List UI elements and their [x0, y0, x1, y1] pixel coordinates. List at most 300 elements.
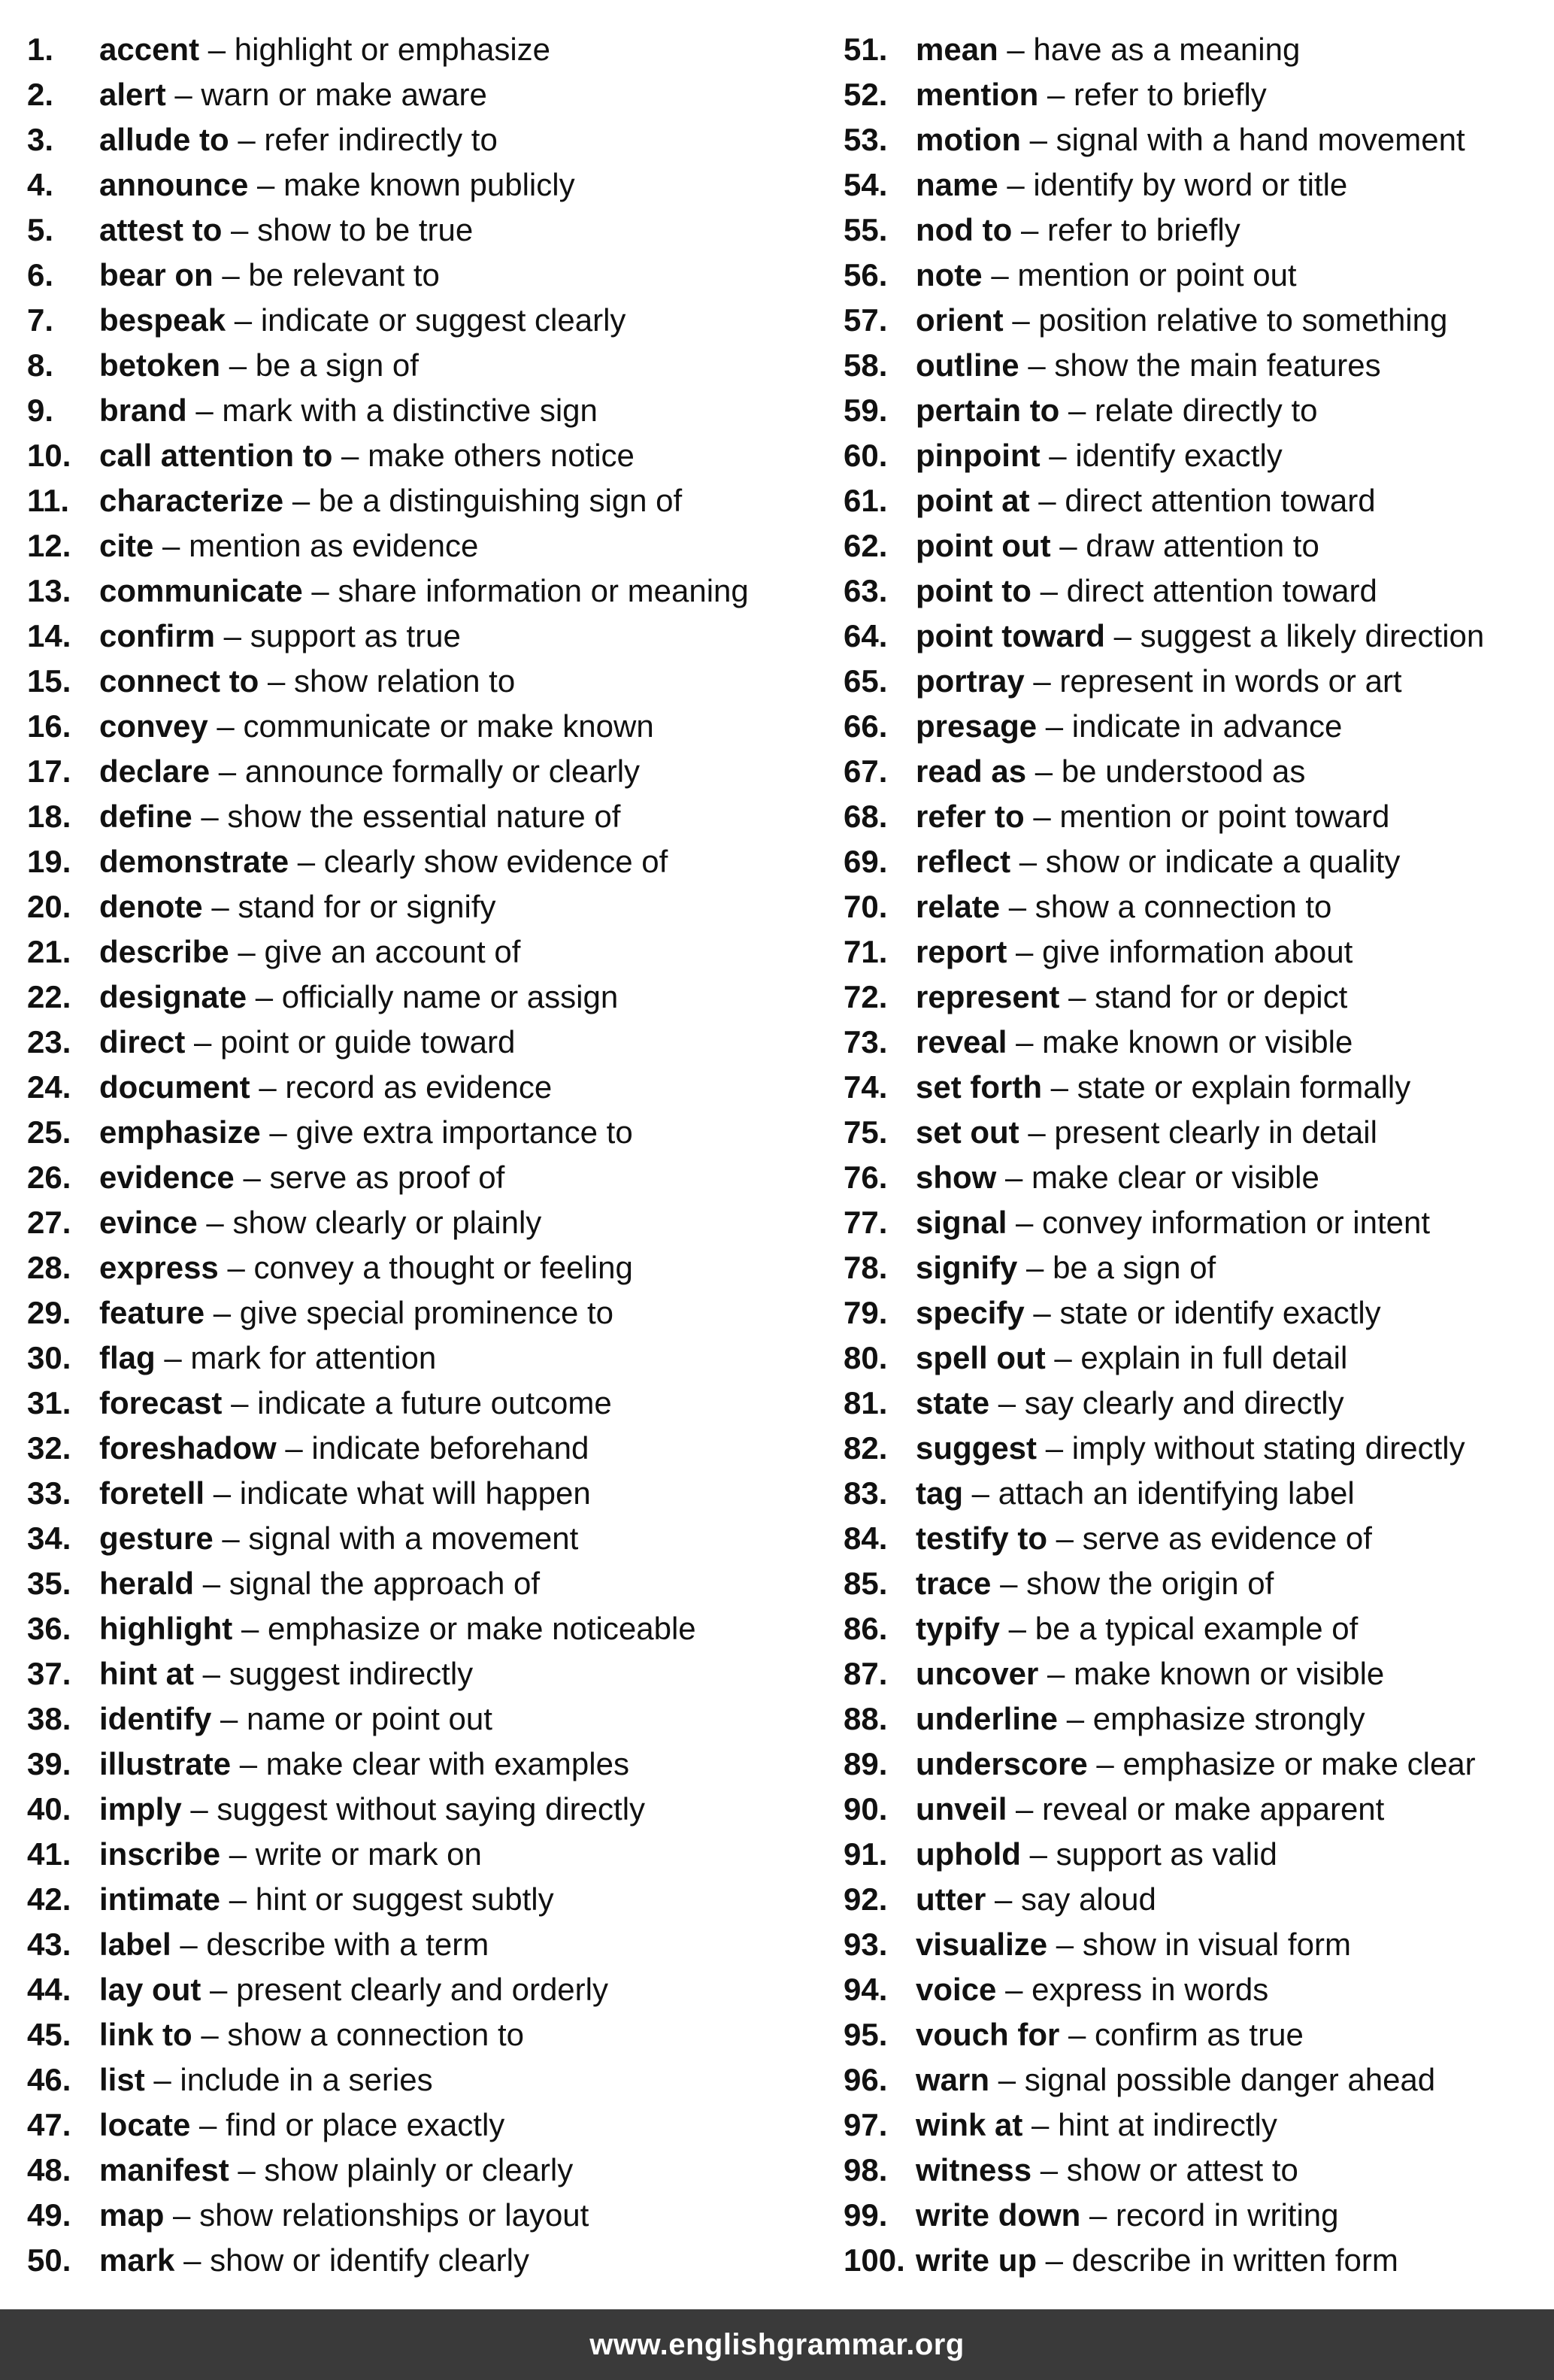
entry-number: 76. [844, 1160, 888, 1195]
entry-term: bespeak [99, 302, 226, 338]
entry-number: 22. [27, 979, 71, 1014]
entry-separator: – [1040, 438, 1076, 473]
entry-number: 70. [844, 889, 888, 924]
entry-separator: – [220, 347, 256, 383]
entry-separator: – [144, 2062, 180, 2097]
entry-number: 2. [27, 77, 54, 112]
entry-number: 49. [27, 2197, 71, 2233]
list-item [844, 1155, 1550, 1200]
entry-definition: mention as evidence [189, 528, 479, 563]
list-item [27, 1381, 816, 1426]
entry-term: set forth [916, 1069, 1042, 1105]
entry-number: 10. [27, 438, 71, 473]
list-item [844, 1922, 1550, 1967]
entry-definition: refer to briefly [1047, 212, 1240, 247]
entry-term: presage [916, 708, 1038, 744]
entry-term: list [99, 2062, 145, 2097]
list-item [27, 568, 816, 614]
entry-separator: – [213, 1520, 249, 1556]
entry-number: 85. [844, 1566, 888, 1601]
entry-definition: state or explain formally [1077, 1069, 1411, 1105]
list-item [27, 1336, 816, 1381]
entry-term: point at [916, 483, 1030, 518]
entry-number: 83. [844, 1475, 888, 1511]
list-item [27, 208, 816, 253]
entry-definition: clearly show evidence of [323, 844, 668, 879]
entry-definition: highlight or emphasize [234, 32, 551, 67]
entry-separator: – [1037, 1430, 1072, 1466]
entry-number: 80. [844, 1340, 888, 1375]
entry-separator: – [192, 799, 228, 834]
entry-definition: show in visual form [1082, 1927, 1351, 1962]
list-item [844, 1516, 1550, 1561]
entry-term: nod to [916, 212, 1013, 247]
entry-definition: indicate or suggest clearly [260, 302, 626, 338]
entry-definition: stand for or depict [1095, 979, 1348, 1014]
list-item [27, 2238, 816, 2283]
entry-number: 38. [27, 1701, 71, 1736]
entry-term: betoken [99, 347, 221, 383]
entry-separator: – [989, 1385, 1025, 1420]
entry-definition: suggest without saying directly [217, 1791, 646, 1827]
entry-separator: – [1042, 1069, 1077, 1105]
entry-number: 54. [844, 167, 888, 202]
entry-separator: – [1031, 573, 1067, 608]
entry-term: denote [99, 889, 203, 924]
entry-number: 46. [27, 2062, 71, 2097]
entry-term: reflect [916, 844, 1011, 879]
entry-term: visualize [916, 1927, 1048, 1962]
entry-definition: signal the approach of [229, 1566, 541, 1601]
entry-number: 36. [27, 1611, 71, 1646]
entry-term: illustrate [99, 1746, 232, 1781]
entry-number: 3. [27, 122, 54, 157]
list-item [844, 2148, 1550, 2193]
entry-definition: make known or visible [1074, 1656, 1385, 1691]
list-item [27, 1516, 816, 1561]
entry-number: 69. [844, 844, 888, 879]
entry-definition: make clear or visible [1031, 1160, 1319, 1195]
entry-term: attest to [99, 212, 223, 247]
list-item [844, 72, 1550, 117]
entry-definition: show or attest to [1066, 2152, 1298, 2187]
list-item [27, 1110, 816, 1155]
footer-website-url: www.englishgrammar.org [589, 2327, 965, 2361]
list-item [844, 208, 1550, 253]
entry-definition: confirm as true [1095, 2017, 1304, 2052]
entry-number: 29. [27, 1295, 71, 1330]
entry-number: 51. [844, 32, 888, 67]
entry-definition: signal with a hand movement [1056, 122, 1465, 157]
entry-separator: – [982, 257, 1018, 293]
entry-number: 73. [844, 1024, 888, 1060]
entry-term: utter [916, 1881, 986, 1917]
entry-definition: position relative to something [1038, 302, 1448, 338]
entry-definition: convey a thought or feeling [253, 1250, 633, 1285]
entry-number: 88. [844, 1701, 888, 1736]
entry-definition: state or identify exactly [1059, 1295, 1381, 1330]
entry-definition: signal with a movement [248, 1520, 579, 1556]
entry-definition: show to be true [257, 212, 474, 247]
entry-number: 77. [844, 1205, 888, 1240]
entry-term: refer to [916, 799, 1025, 834]
entry-separator: – [222, 1385, 258, 1420]
entry-number: 63. [844, 573, 888, 608]
vocabulary-list-right-column [844, 27, 1550, 2283]
list-item [844, 298, 1550, 343]
list-item [27, 1245, 816, 1290]
entry-term: cite [99, 528, 154, 563]
list-item [27, 523, 816, 568]
entry-term: suggest [916, 1430, 1038, 1466]
entry-definition: give extra importance to [295, 1114, 633, 1150]
list-item [844, 478, 1550, 523]
entry-separator: – [208, 708, 244, 744]
entry-term: testify to [916, 1520, 1048, 1556]
entry-definition: present clearly in detail [1054, 1114, 1377, 1150]
entry-term: relate [916, 889, 1001, 924]
entry-term: write down [916, 2197, 1081, 2233]
entry-number: 71. [844, 934, 888, 969]
entry-definition: find or place exactly [226, 2107, 505, 2142]
entry-number: 59. [844, 393, 888, 428]
list-item [844, 1020, 1550, 1065]
entry-separator: – [1080, 2197, 1116, 2233]
list-item [844, 2012, 1550, 2057]
entry-number: 34. [27, 1520, 71, 1556]
entry-term: pertain to [916, 393, 1060, 428]
entry-term: inscribe [99, 1836, 221, 1872]
entry-separator: – [1024, 1295, 1060, 1330]
entry-separator: – [1024, 799, 1060, 834]
entry-number: 99. [844, 2197, 888, 2233]
entry-number: 27. [27, 1205, 71, 1240]
entry-number: 41. [27, 1836, 71, 1872]
entry-term: point out [916, 528, 1051, 563]
entry-separator: – [215, 618, 250, 653]
entry-definition: show the main features [1054, 347, 1381, 383]
entry-separator: – [1045, 1340, 1081, 1375]
entry-separator: – [1059, 2017, 1095, 2052]
entry-term: foretell [99, 1475, 205, 1511]
entry-separator: – [164, 2197, 200, 2233]
entry-number: 79. [844, 1295, 888, 1330]
entry-number: 92. [844, 1881, 888, 1917]
entry-separator: – [259, 663, 295, 699]
list-item [27, 1967, 816, 2012]
entry-number: 25. [27, 1114, 71, 1150]
entry-number: 74. [844, 1069, 888, 1105]
entry-term: demonstrate [99, 844, 289, 879]
entry-separator: – [210, 753, 245, 789]
entry-number: 13. [27, 573, 71, 608]
entry-term: uncover [916, 1656, 1039, 1691]
entry-definition: be a sign of [255, 347, 419, 383]
list-item [844, 749, 1550, 794]
entry-separator: – [1019, 1114, 1055, 1150]
entry-number: 15. [27, 663, 71, 699]
entry-number: 37. [27, 1656, 71, 1691]
entry-number: 58. [844, 347, 888, 383]
entry-term: point toward [916, 618, 1105, 653]
entry-separator: – [199, 32, 235, 67]
entry-definition: refer to briefly [1074, 77, 1267, 112]
list-item [844, 1742, 1550, 1787]
list-item [844, 975, 1550, 1020]
entry-separator: – [213, 257, 249, 293]
entry-term: describe [99, 934, 229, 969]
list-item [844, 27, 1550, 72]
entry-number: 23. [27, 1024, 71, 1060]
entry-term: allude to [99, 122, 229, 157]
entry-term: gesture [99, 1520, 214, 1556]
entry-number: 26. [27, 1160, 71, 1195]
entry-number: 28. [27, 1250, 71, 1285]
entry-separator: – [332, 438, 368, 473]
entry-term: portray [916, 663, 1025, 699]
entry-term: signal [916, 1205, 1007, 1240]
entry-separator: – [201, 1972, 237, 2007]
list-item [844, 659, 1550, 704]
list-item [27, 1787, 816, 1832]
entry-number: 67. [844, 753, 888, 789]
entry-definition: be relevant to [248, 257, 440, 293]
entry-definition: describe with a term [206, 1927, 489, 1962]
entry-separator: – [1007, 934, 1043, 969]
entry-number: 12. [27, 528, 71, 563]
entry-separator: – [211, 1701, 247, 1736]
entry-separator: – [204, 1295, 240, 1330]
entry-definition: express in words [1031, 1972, 1269, 2007]
entry-term: highlight [99, 1611, 233, 1646]
list-item [844, 2057, 1550, 2103]
list-item [844, 433, 1550, 478]
entry-separator: – [197, 1205, 233, 1240]
list-item [27, 1561, 816, 1606]
entry-definition: record in writing [1116, 2197, 1339, 2233]
entry-definition: show a connection to [227, 2017, 524, 2052]
list-item [844, 614, 1550, 659]
list-item [27, 1426, 816, 1471]
list-item [27, 1832, 816, 1877]
list-item [844, 1290, 1550, 1336]
list-item [27, 298, 816, 343]
entry-separator: – [186, 393, 223, 428]
entry-definition: refer indirectly to [264, 122, 498, 157]
entry-number: 95. [844, 2017, 888, 2052]
entry-number: 61. [844, 483, 888, 518]
entry-separator: – [996, 1972, 1032, 2007]
entry-definition: show the origin of [1026, 1566, 1274, 1601]
entry-number: 96. [844, 2062, 888, 2097]
entry-term: note [916, 257, 983, 293]
entry-definition: show or indicate a quality [1045, 844, 1401, 879]
entry-definition: show relation to [294, 663, 516, 699]
entry-definition: direct attention toward [1065, 483, 1376, 518]
entry-term: evince [99, 1205, 198, 1240]
entry-term: state [916, 1385, 990, 1420]
entry-number: 94. [844, 1972, 888, 2007]
entry-term: reveal [916, 1024, 1007, 1060]
entry-definition: say aloud [1021, 1881, 1156, 1917]
entry-definition: draw attention to [1086, 528, 1319, 563]
entry-separator: – [234, 1160, 270, 1195]
entry-separator: – [226, 302, 261, 338]
entry-definition: hint at indirectly [1058, 2107, 1277, 2142]
entry-number: 11. [27, 483, 70, 518]
entry-term: bear on [99, 257, 214, 293]
entry-number: 20. [27, 889, 71, 924]
entry-separator: – [1020, 1836, 1056, 1872]
entry-number: 5. [27, 212, 54, 247]
entry-term: unveil [916, 1791, 1007, 1827]
entry-definition: be a typical example of [1034, 1611, 1359, 1646]
entry-definition: indicate what will happen [239, 1475, 591, 1511]
list-item [844, 1426, 1550, 1471]
entry-separator: – [229, 934, 265, 969]
entry-separator: – [1037, 2242, 1072, 2278]
entry-term: declare [99, 753, 211, 789]
entry-definition: signal possible danger ahead [1024, 2062, 1436, 2097]
entry-separator: – [229, 122, 265, 157]
entry-term: specify [916, 1295, 1025, 1330]
entry-number: 32. [27, 1430, 71, 1466]
entry-separator: – [276, 1430, 312, 1466]
entry-term: imply [99, 1791, 182, 1827]
entry-term: lay out [99, 1972, 201, 2007]
entry-number: 89. [844, 1746, 888, 1781]
entry-definition: announce formally or clearly [244, 753, 641, 789]
list-item [27, 1065, 816, 1110]
entry-definition: identify exactly [1075, 438, 1283, 473]
entry-separator: – [1047, 1927, 1083, 1962]
entry-term: alert [99, 77, 166, 112]
entry-definition: mention or point out [1017, 257, 1297, 293]
entry-term: point to [916, 573, 1031, 608]
entry-term: pinpoint [916, 438, 1041, 473]
entry-separator: – [1059, 393, 1095, 428]
entry-separator: – [986, 1881, 1022, 1917]
entry-number: 98. [844, 2152, 888, 2187]
entry-separator: – [220, 1881, 256, 1917]
entry-number: 7. [27, 302, 54, 338]
entry-term: mention [916, 77, 1039, 112]
entry-number: 64. [844, 618, 888, 653]
entry-term: call attention to [99, 438, 333, 473]
entry-term: flag [99, 1340, 156, 1375]
entry-definition: serve as proof of [269, 1160, 505, 1195]
list-item [844, 1967, 1550, 2012]
entry-separator: – [248, 167, 284, 202]
list-item [27, 433, 816, 478]
list-item [27, 1606, 816, 1651]
entry-definition: show relationships or layout [199, 2197, 589, 2233]
entry-definition: make clear with examples [265, 1746, 629, 1781]
entry-separator: – [260, 1114, 296, 1150]
entry-term: feature [99, 1295, 205, 1330]
list-item [27, 794, 816, 839]
entry-number: 82. [844, 1430, 888, 1466]
entry-separator: – [289, 844, 324, 879]
list-item [27, 253, 816, 298]
entry-definition: make known publicly [283, 167, 575, 202]
list-item [27, 659, 816, 704]
list-item [27, 1696, 816, 1742]
list-item [27, 2193, 816, 2238]
entry-separator: – [171, 1927, 207, 1962]
entry-number: 42. [27, 1881, 71, 1917]
entry-separator: – [250, 1069, 286, 1105]
entry-term: herald [99, 1566, 195, 1601]
list-item [27, 1651, 816, 1696]
entry-number: 50. [27, 2242, 71, 2278]
entry-term: underscore [916, 1746, 1088, 1781]
entry-term: set out [916, 1114, 1019, 1150]
entry-term: write up [916, 2242, 1038, 2278]
entry-separator: – [1104, 618, 1141, 653]
entry-separator: – [153, 528, 189, 563]
entry-separator: – [1017, 1250, 1053, 1285]
footer-bar [0, 2309, 1554, 2380]
entry-term: show [916, 1160, 997, 1195]
entry-separator: – [998, 32, 1034, 67]
entry-definition: convey information or intent [1042, 1205, 1431, 1240]
entry-definition: attach an identifying label [998, 1475, 1355, 1511]
entry-definition: communicate or make known [243, 708, 654, 744]
entry-term: outline [916, 347, 1019, 383]
list-item [27, 162, 816, 208]
entry-term: underline [916, 1701, 1059, 1736]
entry-definition: make others notice [368, 438, 635, 473]
entry-term: report [916, 934, 1007, 969]
entry-number: 84. [844, 1520, 888, 1556]
entry-definition: have as a meaning [1033, 32, 1301, 67]
entry-number: 65. [844, 663, 888, 699]
entry-definition: represent in words or art [1059, 663, 1402, 699]
list-item [844, 1696, 1550, 1742]
entry-separator: – [1007, 1791, 1043, 1827]
list-item [27, 1020, 816, 1065]
entry-definition: support as valid [1056, 1836, 1277, 1872]
entry-term: link to [99, 2017, 192, 2052]
entry-term: express [99, 1250, 219, 1285]
entry-term: orient [916, 302, 1004, 338]
entry-number: 24. [27, 1069, 71, 1105]
list-item [844, 2238, 1550, 2283]
entry-separator: – [218, 1250, 254, 1285]
entry-term: vouch for [916, 2017, 1060, 2052]
entry-term: motion [916, 122, 1021, 157]
entry-separator: – [231, 1746, 266, 1781]
list-item [844, 1832, 1550, 1877]
entry-separator: – [1007, 1024, 1043, 1060]
entry-definition: point or guide toward [220, 1024, 516, 1060]
entry-definition: show the essential nature of [227, 799, 621, 834]
entry-definition: show a connection to [1034, 889, 1332, 924]
entry-definition: warn or make aware [201, 77, 487, 112]
entry-term: read as [916, 753, 1027, 789]
list-item [27, 884, 816, 929]
entry-separator: – [220, 1836, 256, 1872]
entry-term: evidence [99, 1160, 235, 1195]
entry-separator: – [1019, 347, 1055, 383]
entry-term: locate [99, 2107, 191, 2142]
list-item [844, 1336, 1550, 1381]
entry-definition: give information about [1042, 934, 1353, 969]
entry-definition: be a sign of [1053, 1250, 1216, 1285]
entry-definition: include in a series [180, 2062, 433, 2097]
entry-definition: present clearly and orderly [236, 1972, 608, 2007]
